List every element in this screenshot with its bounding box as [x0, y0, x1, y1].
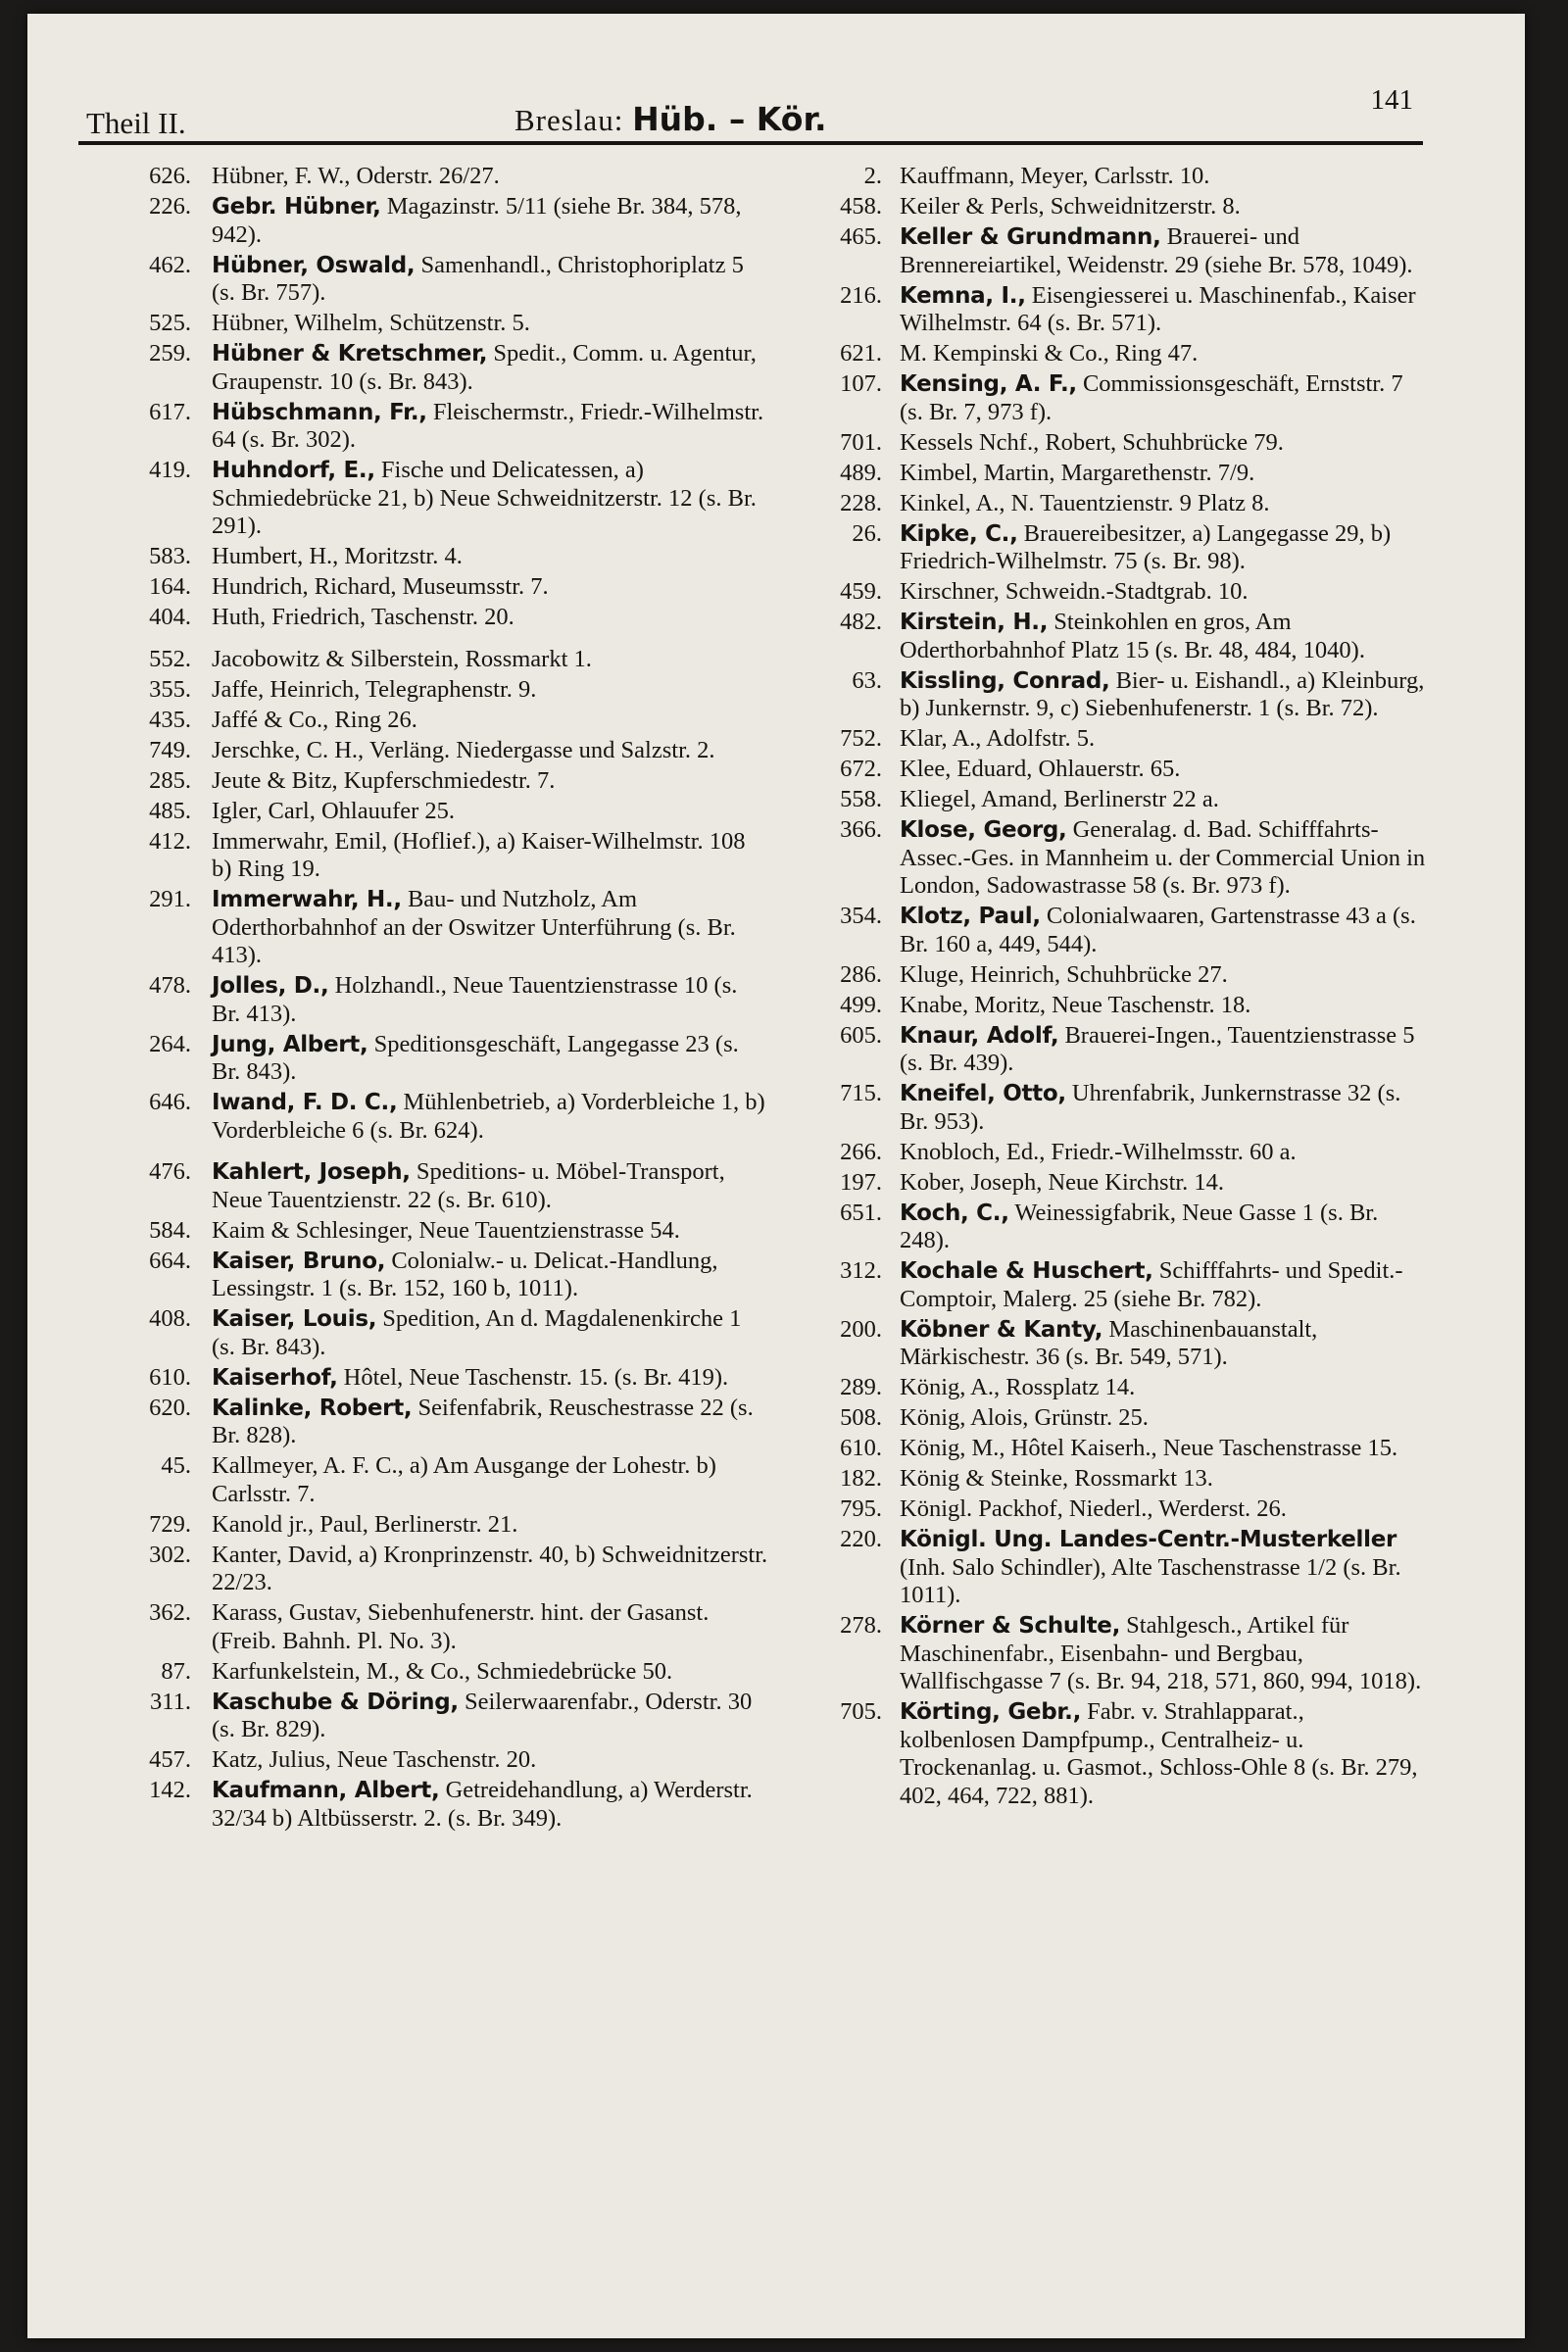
- directory-entry: [787, 1257, 1426, 1313]
- entry-number: 525.: [149, 310, 191, 336]
- directory-entry: [86, 543, 770, 571]
- entry-number: 63.: [852, 666, 882, 694]
- entry-number: 87.: [161, 1657, 191, 1685]
- entry-number: 311.: [150, 1688, 191, 1715]
- entry-number: 485.: [149, 797, 191, 824]
- directory-entry: [787, 282, 1426, 338]
- entry-text: Generalag. d. Bad. Schifffahrts-Assec.-Ges. in Mannheim u. der Commercial Union in London, Sadowastrasse 58 (s. Br. 973 f).: [900, 816, 1426, 899]
- entry-number: 142.: [149, 1777, 191, 1803]
- entry-text: Brauerei-Ingen., Tauentzienstrasse 5 (s. Br. 439).: [900, 1021, 1415, 1076]
- entry-text: Jacobowitz & Silberstein, Rossmarkt 1.: [212, 645, 592, 672]
- entry-number: 220.: [840, 1526, 882, 1552]
- directory-entry: [86, 1217, 770, 1246]
- firm-name: Keller & Grundmann,: [900, 224, 1161, 250]
- directory-entry: [787, 1200, 1426, 1255]
- entry-text: Bau- und Nutzholz, Am Oderthorbahnhof an der Oswitzer Unterführung (s. Br. 413).: [212, 886, 736, 968]
- directory-entry: [86, 1777, 770, 1833]
- directory-entry: [86, 399, 770, 455]
- entry-number: 45.: [161, 1452, 191, 1479]
- directory-entry: [86, 1364, 770, 1393]
- entry-text: Huth, Friedrich, Taschenstr. 20.: [212, 604, 514, 630]
- directory-entry: [86, 340, 770, 396]
- entry-text: Hübner, Wilhelm, Schützenstr. 5.: [212, 310, 530, 336]
- directory-entry: [787, 1465, 1426, 1494]
- directory-entry: [787, 961, 1426, 990]
- directory-entry: [86, 1158, 770, 1214]
- entry-number: 366.: [840, 816, 882, 843]
- entry-text: (Inh. Salo Schindler), Alte Taschenstrasse 1/2 (s. Br. 1011).: [900, 1553, 1401, 1608]
- entry-text: Kaim & Schlesinger, Neue Tauentzienstrasse 54.: [212, 1216, 680, 1244]
- entry-number: 705.: [840, 1698, 882, 1725]
- directory-entry: [86, 646, 770, 674]
- directory-entry: [787, 1435, 1426, 1463]
- directory-entry: [86, 737, 770, 765]
- entry-number: 182.: [840, 1465, 882, 1492]
- firm-name: Hübner & Kretschmer,: [212, 341, 488, 367]
- entry-number: 312.: [840, 1257, 882, 1284]
- firm-name: Kaiserhof,: [212, 1364, 338, 1391]
- entry-number: 584.: [149, 1216, 191, 1244]
- entry-number: 26.: [852, 519, 882, 547]
- directory-entry: [787, 1495, 1426, 1524]
- entry-text: Kallmeyer, A. F. C., a) Am Ausgange der Lohestr. b) Carlsstr. 7.: [212, 1452, 716, 1507]
- entry-text: Fische und Delicatessen, a) Schmiedebrücke 21, b) Neue Schweidnitzerstr. 12 (s. Br. 291).: [212, 457, 757, 539]
- entry-text: Hundrich, Richard, Museumsstr. 7.: [212, 573, 549, 600]
- entry-number: 465.: [840, 223, 882, 250]
- entry-text: Jaffe, Heinrich, Telegraphenstr. 9.: [212, 675, 537, 703]
- entry-number: 583.: [149, 543, 191, 569]
- directory-entry: [787, 992, 1426, 1020]
- directory-entry: [86, 1746, 770, 1775]
- directory-entry: [787, 1022, 1426, 1078]
- entry-number: 285.: [149, 766, 191, 794]
- entry-text: Karfunkelstein, M., & Co., Schmiedebrücke 50.: [212, 1657, 673, 1685]
- entry-text: König, A., Rossplatz 14.: [900, 1374, 1136, 1400]
- directory-entry: [787, 1169, 1426, 1198]
- entry-number: 107.: [840, 370, 882, 397]
- firm-name: Kochale & Huschert,: [900, 1258, 1153, 1284]
- entry-number: 795.: [840, 1495, 882, 1522]
- directory-entry: [787, 193, 1426, 221]
- entry-text: Jerschke, C. H., Verläng. Niedergasse und Salzstr. 2.: [212, 736, 715, 763]
- directory-entry: [787, 370, 1426, 426]
- firm-name: Körner & Schulte,: [900, 1613, 1121, 1639]
- entry-number: 278.: [840, 1612, 882, 1639]
- entry-text: Colonialw.- u. Delicat.-Handlung, Lessingstr. 1 (s. Br. 152, 160 b, 1011).: [212, 1247, 718, 1301]
- page-number: 141: [1370, 84, 1413, 116]
- entry-number: 752.: [840, 725, 882, 752]
- entry-text: Spedit., Comm. u. Agentur, Graupenstr. 10 (s. Br. 843).: [212, 340, 757, 395]
- firm-name: Kalinke, Robert,: [212, 1395, 413, 1421]
- entry-number: 478.: [149, 972, 191, 999]
- directory-entry: [86, 1395, 770, 1450]
- entry-number: 508.: [840, 1404, 882, 1431]
- entry-number: 302.: [149, 1541, 191, 1568]
- entry-text: Brauerei- und Brennereiartikel, Weidenstr. 29 (siehe Br. 578, 1049).: [900, 223, 1413, 278]
- directory-entry: [86, 972, 770, 1028]
- entry-number: 552.: [149, 645, 191, 672]
- firm-name: Hübschmann, Fr.,: [212, 399, 427, 425]
- entry-text: Kimbel, Martin, Margarethenstr. 7/9.: [900, 459, 1255, 486]
- firm-name: Königl. Ung. Landes-Centr.-Musterkeller: [900, 1527, 1397, 1552]
- entry-number: 459.: [840, 578, 882, 605]
- entry-text: Mühlenbetrieb, a) Vorderbleiche 1, b) Vorderbleiche 6 (s. Br. 624).: [212, 1089, 765, 1144]
- firm-name: Gebr. Hübner,: [212, 194, 381, 220]
- entry-number: 355.: [149, 675, 191, 703]
- entry-number: 2.: [863, 163, 882, 189]
- directory-entry: [86, 193, 770, 249]
- directory-entry: [787, 1139, 1426, 1167]
- directory-entry: [787, 340, 1426, 368]
- directory-entry: [787, 1316, 1426, 1372]
- left-column: [86, 163, 770, 1836]
- directory-entry: [787, 1526, 1426, 1610]
- entry-number: 291.: [149, 886, 191, 912]
- directory-entry: [787, 1612, 1426, 1696]
- directory-entry: [86, 707, 770, 735]
- entry-text: Eisengiesserei u. Maschinenfab., Kaiser Wilhelmstr. 64 (s. Br. 571).: [900, 281, 1416, 336]
- entry-number: 435.: [149, 706, 191, 733]
- entry-number: 412.: [149, 827, 191, 855]
- directory-entry: [787, 903, 1426, 958]
- entry-text: Kauffmann, Meyer, Carlsstr. 10.: [900, 163, 1210, 189]
- entry-text: Fleischermstr., Friedr.-Wilhelmstr. 64 (s. Br. 302).: [212, 398, 764, 453]
- entry-number: 617.: [149, 398, 191, 425]
- entry-text: Kessels Nchf., Robert, Schuhbrücke 79.: [900, 428, 1284, 456]
- entry-text: Fabr. v. Strahlapparat., kolbenlosen Dampfpump., Centralheiz- u. Trockenanlag. u. Gasmot., Schloss-Ohle 8 (s. Br. 279, 402, 464, 722, 881).: [900, 1698, 1418, 1809]
- directory-entry: [86, 1452, 770, 1508]
- entry-number: 729.: [149, 1510, 191, 1538]
- entry-number: 651.: [840, 1199, 882, 1226]
- entry-text: Stahlgesch., Artikel für Maschinenfabr., Eisenbahn- und Bergbau, Wallfischgasse 7 (s. Br. 94, 218, 571, 860, 994, 1018).: [900, 1612, 1422, 1694]
- entry-text: Steinkohlen en gros, Am Oderthorbahnhof Platz 15 (s. Br. 48, 484, 1040).: [900, 609, 1365, 663]
- entry-text: Colonialwaaren, Gartenstrasse 43 a (s. Br. 160 a, 449, 544).: [900, 903, 1416, 957]
- entry-number: 354.: [840, 903, 882, 929]
- entry-text: Keiler & Perls, Schweidnitzerstr. 8.: [900, 193, 1241, 220]
- firm-name: Köbner & Kanty,: [900, 1316, 1103, 1343]
- directory-entry: [787, 460, 1426, 488]
- directory-entry: [86, 1248, 770, 1303]
- directory-entry: [787, 756, 1426, 784]
- entry-number: 610.: [149, 1363, 191, 1391]
- entry-text: Weinessigfabrik, Neue Gasse 1 (s. Br. 248).: [900, 1199, 1379, 1253]
- entry-text: Hôtel, Neue Taschenstr. 15. (s. Br. 419).: [343, 1363, 729, 1391]
- firm-name: Kirstein, H.,: [900, 610, 1049, 635]
- entry-text: Commissionsgeschäft, Ernststr. 7 (s. Br. 7, 973 f).: [900, 370, 1403, 425]
- entry-text: Kanold jr., Paul, Berlinerstr. 21.: [212, 1510, 518, 1538]
- entry-text: Speditionsgeschäft, Langegasse 23 (s. Br. 843).: [212, 1030, 739, 1085]
- entry-number: 610.: [840, 1435, 882, 1461]
- entry-number: 489.: [840, 459, 882, 486]
- entry-number: 266.: [840, 1138, 882, 1165]
- entry-number: 228.: [840, 489, 882, 516]
- firm-name: Kaschube & Döring,: [212, 1689, 459, 1715]
- entry-number: 457.: [149, 1746, 191, 1773]
- entry-text: Kanter, David, a) Kronprinzenstr. 40, b) Schweidnitzerstr. 22/23.: [212, 1541, 768, 1595]
- directory-entry: [86, 252, 770, 308]
- directory-entry: [787, 223, 1426, 279]
- firm-name: Klose, Georg,: [900, 817, 1067, 843]
- directory-entry: [86, 767, 770, 796]
- range-label: Hüb. – Kör.: [632, 100, 827, 138]
- directory-entry: [787, 1698, 1426, 1810]
- directory-entry: [787, 786, 1426, 814]
- entry-text: M. Kempinski & Co., Ring 47.: [900, 340, 1199, 367]
- firm-name: Koch, C.,: [900, 1200, 1009, 1226]
- entry-text: Immerwahr, Emil, (Hoflief.), a) Kaiser-Wilhelmstr. 108 b) Ring 19.: [212, 827, 746, 882]
- directory-entry: [86, 1305, 770, 1361]
- entry-text: Maschinenbauanstalt, Märkischestr. 36 (s. Br. 549, 571).: [900, 1315, 1318, 1370]
- entry-text: Seilerwaarenfabr., Oderstr. 30 (s. Br. 829).: [212, 1688, 753, 1742]
- entry-number: 216.: [840, 281, 882, 309]
- directory-entry: [86, 1089, 770, 1145]
- directory-entry: [787, 429, 1426, 458]
- entry-number: 646.: [149, 1089, 191, 1115]
- directory-entry: [787, 1374, 1426, 1402]
- entry-text: Klee, Eduard, Ohlauerstr. 65.: [900, 756, 1181, 782]
- directory-entry: [86, 457, 770, 541]
- running-title: [514, 100, 827, 138]
- directory-entry: [787, 490, 1426, 518]
- firm-name: Kissling, Conrad,: [900, 667, 1110, 694]
- entry-text: Holzhandl., Neue Tauentzienstrasse 10 (s. Br. 413).: [212, 972, 738, 1027]
- entry-number: 286.: [840, 960, 882, 988]
- entry-number: 259.: [149, 340, 191, 367]
- directory-entry: [787, 667, 1426, 723]
- directory-entry: [787, 725, 1426, 754]
- directory-entry: [86, 604, 770, 632]
- directory-entry: [86, 828, 770, 884]
- entry-number: 605.: [840, 1021, 882, 1049]
- entry-number: 462.: [149, 251, 191, 278]
- firm-name: Knaur, Adolf,: [900, 1022, 1059, 1049]
- entry-number: 482.: [840, 609, 882, 635]
- entry-text: Hübner, F. W., Oderstr. 26/27.: [212, 163, 500, 189]
- entry-number: 672.: [840, 756, 882, 782]
- right-column: [787, 163, 1426, 1813]
- directory-entry: [787, 578, 1426, 607]
- header-rule: [78, 141, 1423, 145]
- entry-number: 701.: [840, 428, 882, 456]
- entry-number: 749.: [149, 736, 191, 763]
- entry-text: Brauereibesitzer, a) Langegasse 29, b) Friedrich-Wilhelmstr. 75 (s. Br. 98).: [900, 519, 1392, 574]
- section-label: Theil II.: [86, 106, 186, 140]
- entry-text: Königl. Packhof, Niederl., Werderst. 26.: [900, 1495, 1287, 1522]
- entry-text: Speditions- u. Möbel-Transport, Neue Tauentzienstr. 22 (s. Br. 610).: [212, 1158, 725, 1213]
- directory-entry: [86, 1658, 770, 1687]
- directory-entry: [86, 310, 770, 338]
- entry-text: Magazinstr. 5/11 (siehe Br. 384, 578, 942).: [212, 193, 742, 248]
- entry-text: Kinkel, A., N. Tauentzienstr. 9 Platz 8.: [900, 489, 1270, 516]
- firm-name: Körting, Gebr.,: [900, 1699, 1082, 1725]
- entry-text: Jeute & Bitz, Kupferschmiedestr. 7.: [212, 766, 556, 794]
- directory-entry: [86, 163, 770, 191]
- entry-number: 626.: [149, 163, 191, 189]
- entry-number: 362.: [149, 1599, 191, 1626]
- entry-text: Humbert, H., Moritzstr. 4.: [212, 543, 463, 569]
- entry-number: 715.: [840, 1080, 882, 1106]
- directory-entry: [787, 1080, 1426, 1136]
- entry-number: 264.: [149, 1030, 191, 1057]
- entry-number: 620.: [149, 1394, 191, 1421]
- directory-entry: [787, 163, 1426, 191]
- entry-number: 408.: [149, 1305, 191, 1332]
- firm-name: Iwand, F. D. C.,: [212, 1090, 398, 1115]
- entry-text: König, Alois, Grünstr. 25.: [900, 1404, 1149, 1431]
- directory-entry: [86, 1599, 770, 1655]
- firm-name: Kipke, C.,: [900, 520, 1018, 547]
- firm-name: Jolles, D.,: [212, 973, 329, 999]
- entry-text: Spedition, An d. Magdalenenkirche 1 (s. Br. 843).: [212, 1305, 742, 1360]
- firm-name: Huhndorf, E.,: [212, 458, 375, 483]
- entry-number: 226.: [149, 193, 191, 220]
- entry-number: 458.: [840, 193, 882, 220]
- entry-text: Uhrenfabrik, Junkernstrasse 32 (s. Br. 953).: [900, 1080, 1401, 1135]
- entry-number: 200.: [840, 1315, 882, 1343]
- directory-entry: [787, 1404, 1426, 1433]
- directory-entry: [787, 520, 1426, 576]
- entry-number: 476.: [149, 1158, 191, 1185]
- firm-name: Kaufmann, Albert,: [212, 1778, 440, 1803]
- entry-text: König, M., Hôtel Kaiserh., Neue Taschenstrasse 15.: [900, 1435, 1398, 1461]
- entry-text: Kluge, Heinrich, Schuhbrücke 27.: [900, 960, 1228, 988]
- directory-entry: [86, 676, 770, 705]
- city-label: Breslau:: [514, 103, 624, 137]
- directory-entry: [86, 573, 770, 602]
- entry-text: Bier- u. Eishandl., a) Kleinburg, b) Junkernstr. 9, c) Siebenhufenerstr. 1 (s. Br. 72).: [900, 666, 1425, 721]
- entry-text: Klar, A., Adolfstr. 5.: [900, 725, 1096, 752]
- firm-name: Kaiser, Louis,: [212, 1306, 377, 1332]
- firm-name: Kemna, I.,: [900, 282, 1026, 309]
- entry-text: Schifffahrts- und Spedit.-Comptoir, Malerg. 25 (siehe Br. 782).: [900, 1257, 1403, 1312]
- entry-text: Kober, Joseph, Neue Kirchstr. 14.: [900, 1168, 1225, 1196]
- directory-entry: [86, 886, 770, 970]
- firm-name: Immerwahr, H.,: [212, 887, 402, 912]
- directory-entry: [86, 1689, 770, 1744]
- entry-text: Karass, Gustav, Siebenhufenerstr. hint. der Gasanst. (Freib. Bahnh. Pl. No. 3).: [212, 1599, 710, 1654]
- entry-number: 197.: [840, 1168, 882, 1196]
- entry-number: 499.: [840, 991, 882, 1018]
- entry-number: 664.: [149, 1247, 191, 1274]
- firm-name: Kaiser, Bruno,: [212, 1248, 386, 1274]
- entry-number: 404.: [149, 604, 191, 630]
- firm-name: Kensing, A. F.,: [900, 371, 1077, 397]
- entry-text: Kliegel, Amand, Berlinerstr 22 a.: [900, 786, 1219, 812]
- firm-name: Kneifel, Otto,: [900, 1081, 1066, 1106]
- entry-text: Knabe, Moritz, Neue Taschenstr. 18.: [900, 991, 1251, 1018]
- directory-entry: [86, 798, 770, 826]
- entry-text: Jaffé & Co., Ring 26.: [212, 706, 417, 733]
- directory-entry: [86, 1031, 770, 1087]
- directory-entry: [787, 609, 1426, 664]
- page-header: [86, 82, 1421, 141]
- entry-text: Samenhandl., Christophoriplatz 5 (s. Br. 757).: [212, 251, 744, 306]
- entry-number: 164.: [149, 573, 191, 600]
- entry-text: Getreidehandlung, a) Werderstr. 32/34 b) Altbüsserstr. 2. (s. Br. 349).: [212, 1777, 753, 1832]
- entry-text: Igler, Carl, Ohlauufer 25.: [212, 797, 456, 824]
- entry-number: 558.: [840, 786, 882, 812]
- firm-name: Klotz, Paul,: [900, 904, 1041, 929]
- firm-name: Jung, Albert,: [212, 1031, 368, 1057]
- directory-entry: [86, 1511, 770, 1540]
- entry-text: König & Steinke, Rossmarkt 13.: [900, 1465, 1213, 1492]
- directory-entry: [787, 816, 1426, 901]
- firm-name: Kahlert, Joseph,: [212, 1159, 411, 1185]
- entry-number: 621.: [840, 340, 882, 367]
- entry-number: 419.: [149, 457, 191, 483]
- entry-text: Kirschner, Schweidn.-Stadtgrab. 10.: [900, 578, 1249, 605]
- directory-entry: [86, 1542, 770, 1597]
- firm-name: Hübner, Oswald,: [212, 252, 416, 278]
- entry-text: Knobloch, Ed., Friedr.-Wilhelmsstr. 60 a.: [900, 1138, 1297, 1165]
- entry-number: 289.: [840, 1374, 882, 1400]
- entry-text: Seifenfabrik, Reuschestrasse 22 (s. Br. 828).: [212, 1394, 754, 1448]
- directory-page: [27, 14, 1525, 2338]
- entry-text: Katz, Julius, Neue Taschenstr. 20.: [212, 1746, 537, 1773]
